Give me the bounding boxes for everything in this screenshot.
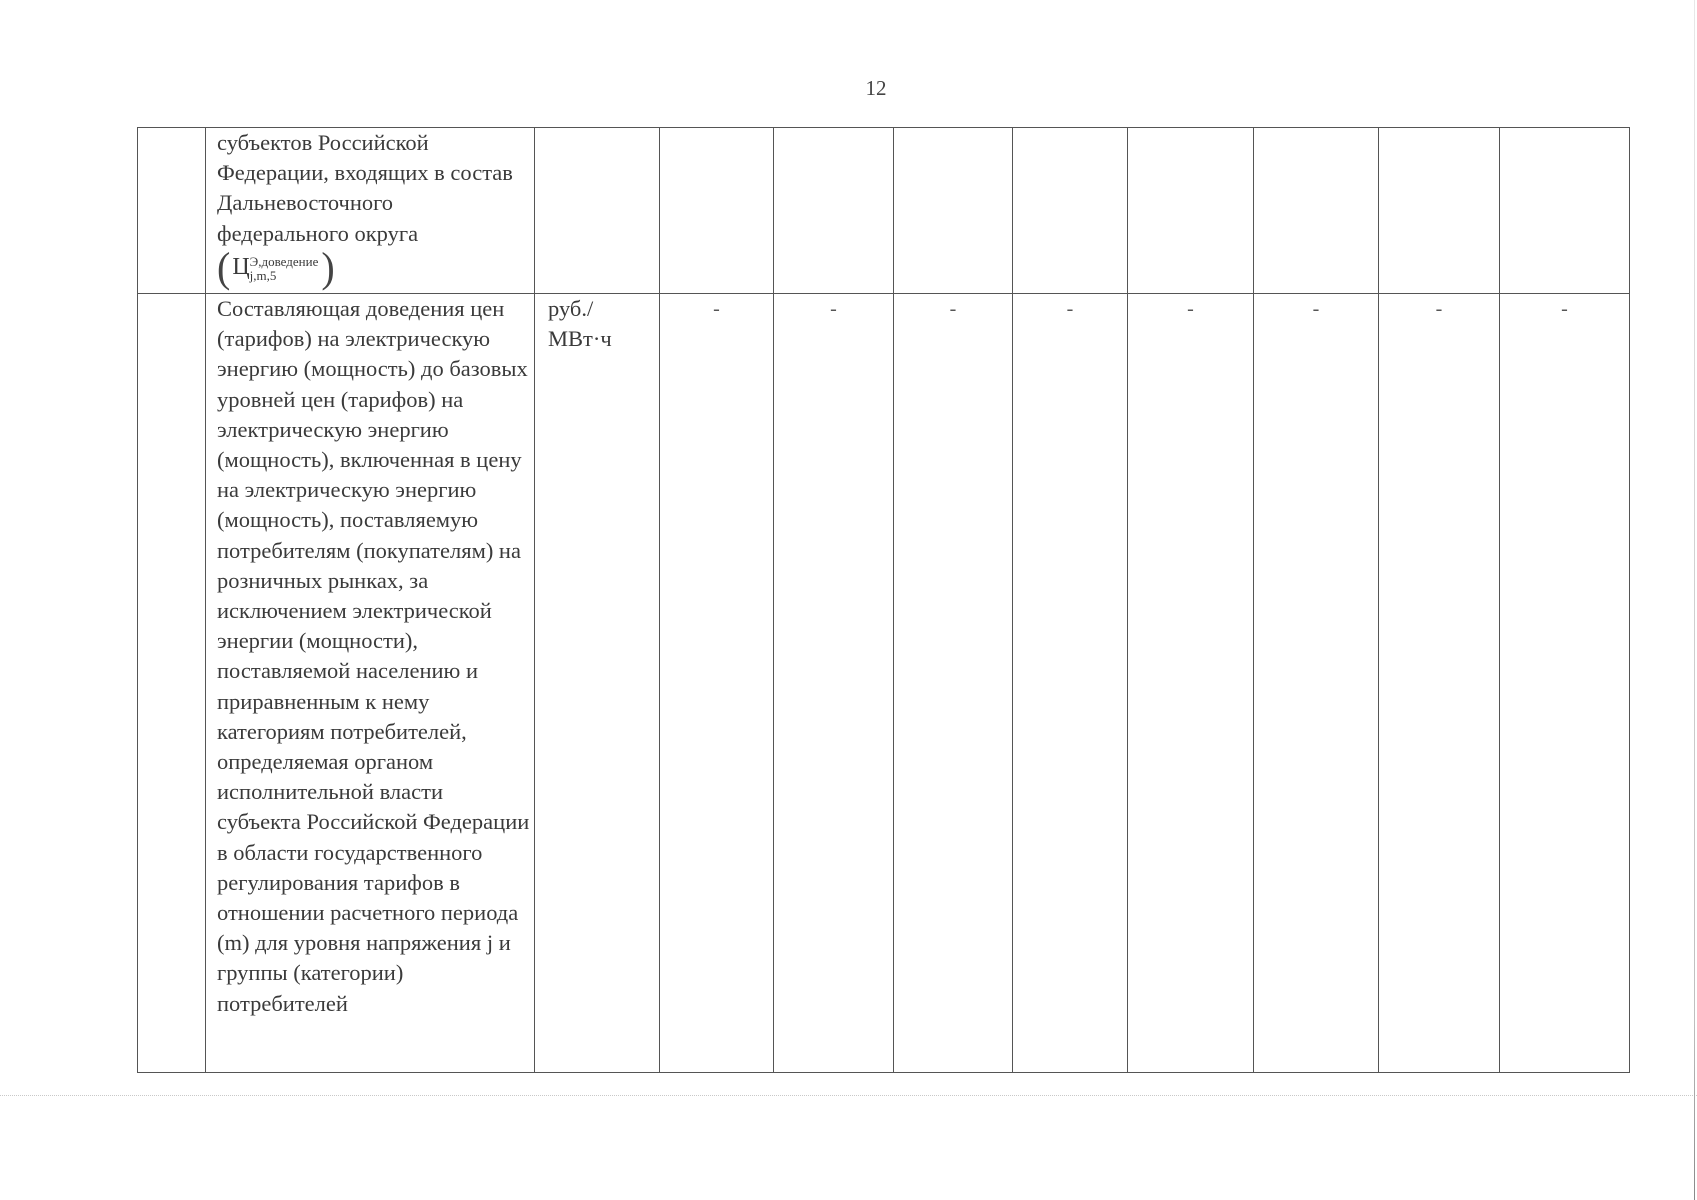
unit-line-1: руб./ [548, 296, 594, 321]
value-cell: - [1128, 294, 1254, 1073]
description-cell [206, 294, 535, 1073]
table-row [138, 128, 1630, 294]
formula [217, 243, 335, 291]
unit-cell [535, 294, 660, 1073]
formula-base: Ц [232, 254, 250, 281]
formula-subscript: j,m,5 [249, 268, 277, 284]
value-cell: - [1013, 294, 1128, 1073]
value-cell [774, 128, 894, 294]
value-cell: - [1500, 294, 1630, 1073]
row-description: Составляющая доведения цен (тарифов) на электрическую энергию (мощность) до базовых уровней цен (тарифов) на электрическую энергию (мощность), включенная в цену на электрическую энергию (мощность), поставляемую потребителям (покупателям) на розничных рынках, за исключением электрической энергии (мощности), поставляемой населению и приравненным к нему категориям потребителей, определяемая органом исполнительной власти субъекта Российской Федерации в области государственного регулирования тарифов в отношении расчетного периода (m) для уровня напряжения j и группы (категории) потребителей [217, 296, 530, 1016]
value-cell [1128, 128, 1254, 294]
unit-cell [535, 128, 660, 294]
page-number: 12 [865, 76, 887, 100]
value-cell: - [894, 294, 1013, 1073]
right-paren: ) [321, 243, 335, 291]
value-cell: - [774, 294, 894, 1073]
value-cell [1013, 128, 1128, 294]
number-cell [138, 128, 206, 294]
value-cell [660, 128, 774, 294]
value-cell [894, 128, 1013, 294]
left-paren: ( [217, 243, 231, 291]
row-description: субъектов Российской Федерации, входящих в состав Дальневосточного федерального округа [217, 130, 513, 246]
scan-artifact-line [0, 1095, 1697, 1098]
tariff-table [137, 127, 1630, 1073]
formula-superscript: Э,доведение [249, 254, 319, 270]
table-row [138, 294, 1630, 1073]
value-cell: - [660, 294, 774, 1073]
value-cell: - [1379, 294, 1500, 1073]
unit-line-2: МВт·ч [548, 326, 612, 352]
value-cell [1254, 128, 1379, 294]
value-cell [1500, 128, 1630, 294]
value-cell: - [1254, 294, 1379, 1073]
value-cell [1379, 128, 1500, 294]
description-cell [206, 128, 535, 294]
scan-edge-shadow [1694, 0, 1695, 1200]
number-cell [138, 294, 206, 1073]
